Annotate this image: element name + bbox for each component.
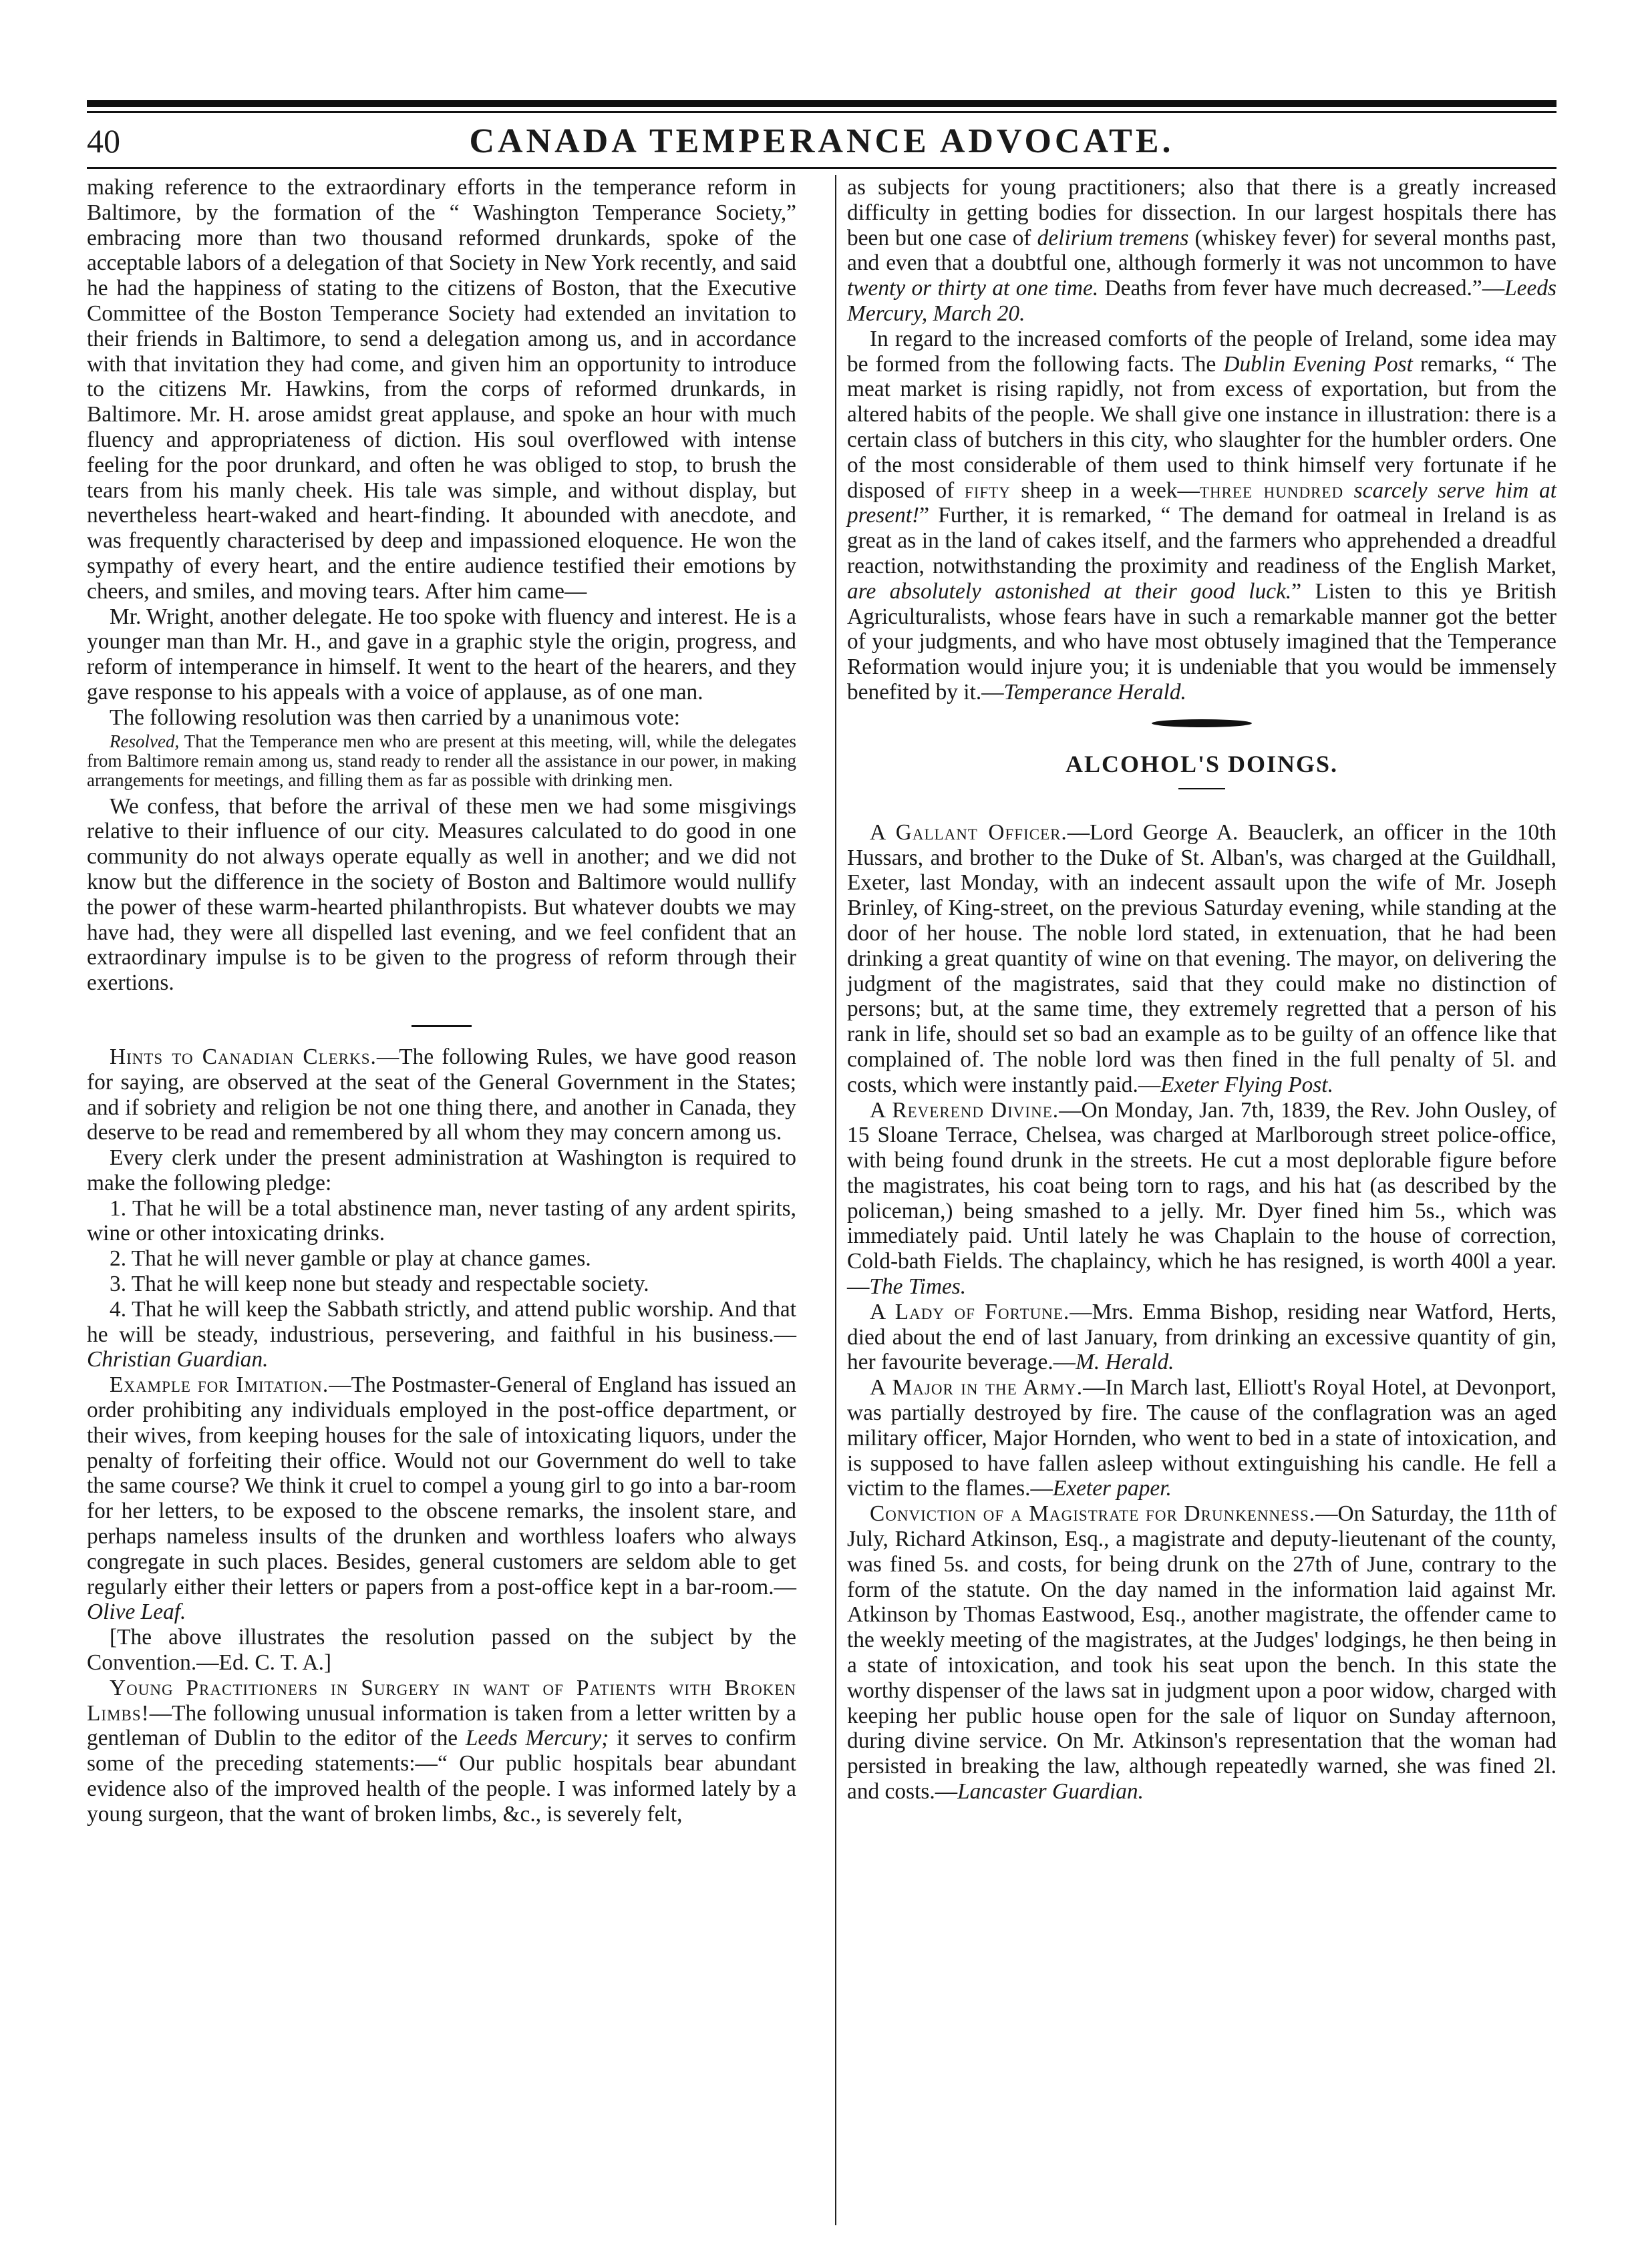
top-rule-thick bbox=[87, 100, 1556, 107]
article-major-in-army bbox=[847, 1375, 1556, 1501]
newspaper-name: Leeds Mercury; bbox=[465, 1726, 609, 1751]
text-run: ” Listen to this ye British Agriculturalists, whose fears have in such a remarkable manner got the better of your judgments, and who have most obtusely imagined that the Temperance Reformation would injure you; it is undeniable that you would be immensely benefited by it.— bbox=[847, 578, 1556, 705]
text-run: sheep in a week— bbox=[1010, 478, 1200, 503]
masthead-title: CANADA TEMPERANCE ADVOCATE. bbox=[469, 122, 1174, 160]
article-heading: A Lady of Fortune. bbox=[870, 1299, 1070, 1324]
section-title: ALCOHOL'S DOINGS. bbox=[1065, 750, 1339, 777]
fleuron-ornament bbox=[847, 708, 1556, 735]
right-column bbox=[847, 175, 1556, 1805]
article-young-practitioners bbox=[87, 1676, 796, 1827]
emphasis: are absolutely astonished at their good luck. bbox=[847, 578, 1292, 604]
source-credit: Temperance Herald. bbox=[1003, 679, 1186, 705]
source-credit: Exeter paper. bbox=[1052, 1476, 1172, 1501]
pledge-item: 3. That he will keep none but steady and respectable society. bbox=[110, 1272, 649, 1297]
small-caps-word: fifty bbox=[964, 478, 1011, 503]
editor-note: [The above illustrates the resolution passed on the subject by the Convention.—Ed. C. T. A.] bbox=[87, 1625, 796, 1676]
source-credit: M. Herald. bbox=[1076, 1350, 1174, 1375]
hints-text: —The following Rules, we have good reason for saying, are observed at the seat of the General Government in the States; and if sobriety and religion be not one thing there, and another in Canada, they deserve to be read and remembered by all whom they may concern among us. bbox=[87, 1044, 797, 1145]
pledge-item: 2. That he will never gamble or play at chance games. bbox=[110, 1246, 591, 1272]
section-separator bbox=[412, 1025, 472, 1027]
article-heading: A Gallant Officer. bbox=[870, 819, 1068, 845]
paragraph-mr-wright: Mr. Wright, another delegate. He too spoke with fluency and interest. He is a younger man than Mr. H., and gave in a graphic style the origin, progress, and reform of intemperance in himself. It went to the heart of the hearers, and they gave response to his appeals with a voice of applause, as of one man. bbox=[87, 604, 796, 705]
young-text-continued: it serves to confirm some of the preceding statements:—“ Our public hospitals bear abundant evidence also of the improved health of the people. I was informed lately by a young surgeon, that the want of broken limbs, &c., is severely felt, bbox=[87, 1726, 797, 1827]
emphasis: scarcely serve him at present! bbox=[847, 478, 1556, 528]
column-divider bbox=[835, 175, 836, 2225]
pledge-item: 1. That he will be a total abstinence man, never tasting of any ardent spirits, wine or other intoxicating drinks. bbox=[87, 1195, 796, 1246]
article-gallant-officer bbox=[847, 820, 1556, 1098]
small-caps-word: three hundred bbox=[1199, 478, 1344, 503]
title-rule bbox=[1178, 788, 1225, 789]
pledge-item bbox=[87, 1297, 796, 1372]
article-heading: Conviction of a Magistrate for Drunkenness. bbox=[870, 1501, 1316, 1527]
example-heading: Example for Imitation. bbox=[110, 1372, 329, 1398]
source-credit: Leeds Mercury, March 20. bbox=[847, 276, 1557, 326]
source-credit: Lancaster Guardian. bbox=[957, 1779, 1144, 1805]
resolution-text bbox=[87, 732, 796, 790]
article-text: —On Monday, Jan. 7th, 1839, the Rev. John Ousley, of 15 Sloane Terrace, Chelsea, was charged at Marlborough street police-office, with being found drunk in the streets. He cut a most deplorable figure before the magistrates, his coat being torn to rags, and his hat (as described by the policeman,) being smashed to a jelly. Mr. Dyer fined him 5s., which was immediately paid. Until lately he was Chaplain to the house of correction, Cold-bath Fields. The chaplaincy, which he has resigned, is worth 400l a year.— bbox=[847, 1097, 1556, 1300]
hints-heading: Hints to Canadian Clerks. bbox=[110, 1044, 377, 1069]
article-reverend-divine bbox=[847, 1098, 1556, 1300]
article-text: —Lord George A. Beauclerk, an officer in the 10th Hussars, and brother to the Duke of St. Alban's, was charged at the Guildhall, Exeter, last Monday, with an indecent assault upon the wife of Mr. Joseph Brinley, of King-street, on the previous Saturday evening, while standing at the door of her house. The noble lord stated, in extenuation, that he had been drinking a great quantity of wine on that evening. The mayor, on delivering the judgment of the magistrates, said that they could make no distinction of persons; but, at the same time, they extremely regretted that a person of his rank in life, should set so bad an example as to be guilty of an offence like that complained of. The noble lord was then fined in the full penalty of 5l. and costs, which were instantly paid.— bbox=[847, 819, 1556, 1097]
header-rule bbox=[87, 167, 1556, 169]
text-run: as subjects for young practitioners; also that there is a greatly increased difficulty in getting bodies for dissection. In our largest hospitals there has been but one case of bbox=[847, 175, 1556, 250]
paragraph-clerk-pledge: Every clerk under the present administration at Washington is required to make the following pledge: bbox=[87, 1145, 796, 1195]
article-heading: A Reverend Divine. bbox=[870, 1097, 1059, 1123]
article-text: —In March last, Elliott's Royal Hotel, at Devonport, was partially destroyed by fire. The cause of the conflagration was an aged military officer, Major Hornden, who went to bed in a state of intoxication, and is supposed to have fallen asleep without extinguishing his candle. He fell a victim to the flames.— bbox=[847, 1375, 1556, 1501]
resolution-lead: Resolved, bbox=[110, 731, 180, 751]
pledge-list bbox=[87, 1196, 796, 1373]
text-run: remarks, “ The meat market is rising rapidly, not from excess of exportation, but from the altered habits of the people. We shall give one instance in illustration: there is a certain class of butchers in this city, who slaughter for the humbler orders. One of the most considerable of them used to think himself very fortunate if he disposed of bbox=[847, 351, 1557, 503]
source-credit: Christian Guardian. bbox=[87, 1347, 269, 1372]
article-example-for-imitation bbox=[87, 1372, 796, 1625]
paragraph-hospitals bbox=[847, 175, 1556, 327]
newspaper-name: Dublin Evening Post bbox=[1223, 351, 1413, 377]
text-run: ” Further, it is remarked, “ The demand for oatmeal in Ireland is as great as in the land of cakes itself, and the farmers who apprehended a dreadful reaction, notwithstanding the proximity and readiness of the English Market, bbox=[847, 503, 1556, 578]
article-lady-of-fortune bbox=[847, 1300, 1556, 1375]
source-credit: Exeter Flying Post. bbox=[1160, 1072, 1333, 1097]
pledge-item-text: 4. That he will keep the Sabbath strictly, and attend public worship. And that he will be steady, industrious, persevering, and faithful in his business.— bbox=[87, 1296, 796, 1347]
article-heading: A Major in the Army. bbox=[870, 1375, 1084, 1400]
emphasis: delirium tremens bbox=[1037, 225, 1189, 250]
resolution-body: That the Temperance men who are present at this meeting, will, while the delegates from Baltimore remain among us, stand ready to render all the assistance in our power, in making arrangements for meetings, and filling them as far as possible with drinking men. bbox=[87, 731, 796, 790]
source-credit: Olive Leaf. bbox=[87, 1599, 186, 1625]
article-hints-to-clerks bbox=[87, 1045, 796, 1145]
young-heading: Young Practitioners in Surgery in want of Patients with Broken Limbs! bbox=[87, 1675, 796, 1726]
text-run: In regard to the increased comforts of the people of Ireland, some idea may be formed from the following facts. The bbox=[847, 326, 1556, 377]
article-text: —Mrs. Emma Bishop, residing near Watford, Herts, died about the end of last January, from drinking an excessive quantity of gin, her favourite beverage.— bbox=[847, 1299, 1557, 1375]
source-credit: The Times. bbox=[869, 1274, 967, 1300]
paragraph-confession: We confess, that before the arrival of these men we had some misgivings relative to their influence of our city. Measures calculated to do good in one community do not always operate equally as well in another; and we did not know but the difference in the society of Boston and Baltimore would nullify the power of these warm-hearted philanthropists. But whatever doubts we may have had, they were all dispelled last evening, and we feel confident that an extraordinary impulse is to be given to the progress of reform through their exertions. bbox=[87, 793, 796, 996]
top-rule-thin bbox=[87, 111, 1556, 113]
paragraph-ireland bbox=[847, 327, 1556, 705]
text-run: Deaths from fever have much decreased.”— bbox=[1098, 276, 1505, 301]
left-column bbox=[87, 175, 796, 1827]
page-header bbox=[87, 122, 1556, 163]
article-text: —On Saturday, the 11th of July, Richard Atkinson, Esq., a magistrate and deputy-lieutenant of the county, was fined 5s. and costs, for being drunk on the 27th of June, contrary to the form of the statute. On the day named in the information laid against Mr. Atkinson by Thomas Eastwood, Esq., another magistrate, the offender came to the weekly meeting of the magistrates, at the Judges' lodgings, he then being in a state of intoxication, and took his seat upon the bench. In this state the worthy dispenser of the laws sat in judgment upon a poor widow, charged with keeping her public house open for the sale of liquor on Sunday afternoon, during divine service. On Mr. Atkinson's representation that the woman had persisted in breaking the law, although repeatedly warned, she was fined 2l. and costs.— bbox=[847, 1501, 1556, 1805]
text-run: (whiskey fever) for several months past, and even that a doubtful one, although formerly it was not uncommon to have bbox=[847, 225, 1557, 276]
emphasis: twenty or thirty at one time. bbox=[847, 276, 1099, 301]
paragraph-resolution-intro: The following resolution was then carried by a unanimous vote: bbox=[110, 705, 681, 730]
page-number: 40 bbox=[87, 122, 120, 160]
example-text: —The Postmaster-General of England has issued an order prohibiting any individuals employed in the post-office department, or their wives, from keeping houses for the sale of intoxicating liquors, under the penalty of forfeiting their office. Would not our Government do well to take the same course? We think it cruel to compel a young girl to go into a bar-room for her letters, to be exposed to the obscene remarks, the insolent stare, and perhaps nameless insults of the drunken and worthless loafers who always congregate in such places. Besides, general customers are seldom able to get regularly either their letters or papers from a post-office kept in a bar-room.— bbox=[87, 1372, 796, 1599]
article-magistrate-conviction bbox=[847, 1501, 1556, 1805]
young-text: —The following unusual information is taken from a letter written by a gentleman of Dublin to the editor of the bbox=[87, 1700, 796, 1751]
paragraph-boston-meeting: making reference to the extraordinary efforts in the temperance reform in Baltimore, by the formation of the “ Washington Temperance Society,” embracing more than two thousand reformed drunkards, spoke of the acceptable labors of a delegation of that Society in New York recently, and said he had the happiness of stating to the citizens of Boston, that the Executive Committee of the Boston Temperance Society had extended an invitation to their friends in Baltimore, to send a delegation among us, and in accordance with that invitation they had come, and given him an opportunity to introduce to the citizens Mr. Hawkins, from the corps of reformed drunkards, in Baltimore. Mr. H. arose amidst great applause, and spoke an hour with much fluency and appropriateness of diction. His soul overflowed with intense feeling for the poor drunkard, and often he was obliged to stop, to brush the tears from his manly cheek. His tale was simple, and without display, but nevertheless heart-waked and heart-finding. It abounded with anecdote, and was frequently characterised by deep and impassioned eloquence. He won the sympathy of every heart, and the entire audience testified their emotions by cheers, and smiles, and moving tears. After him came— bbox=[87, 175, 796, 604]
